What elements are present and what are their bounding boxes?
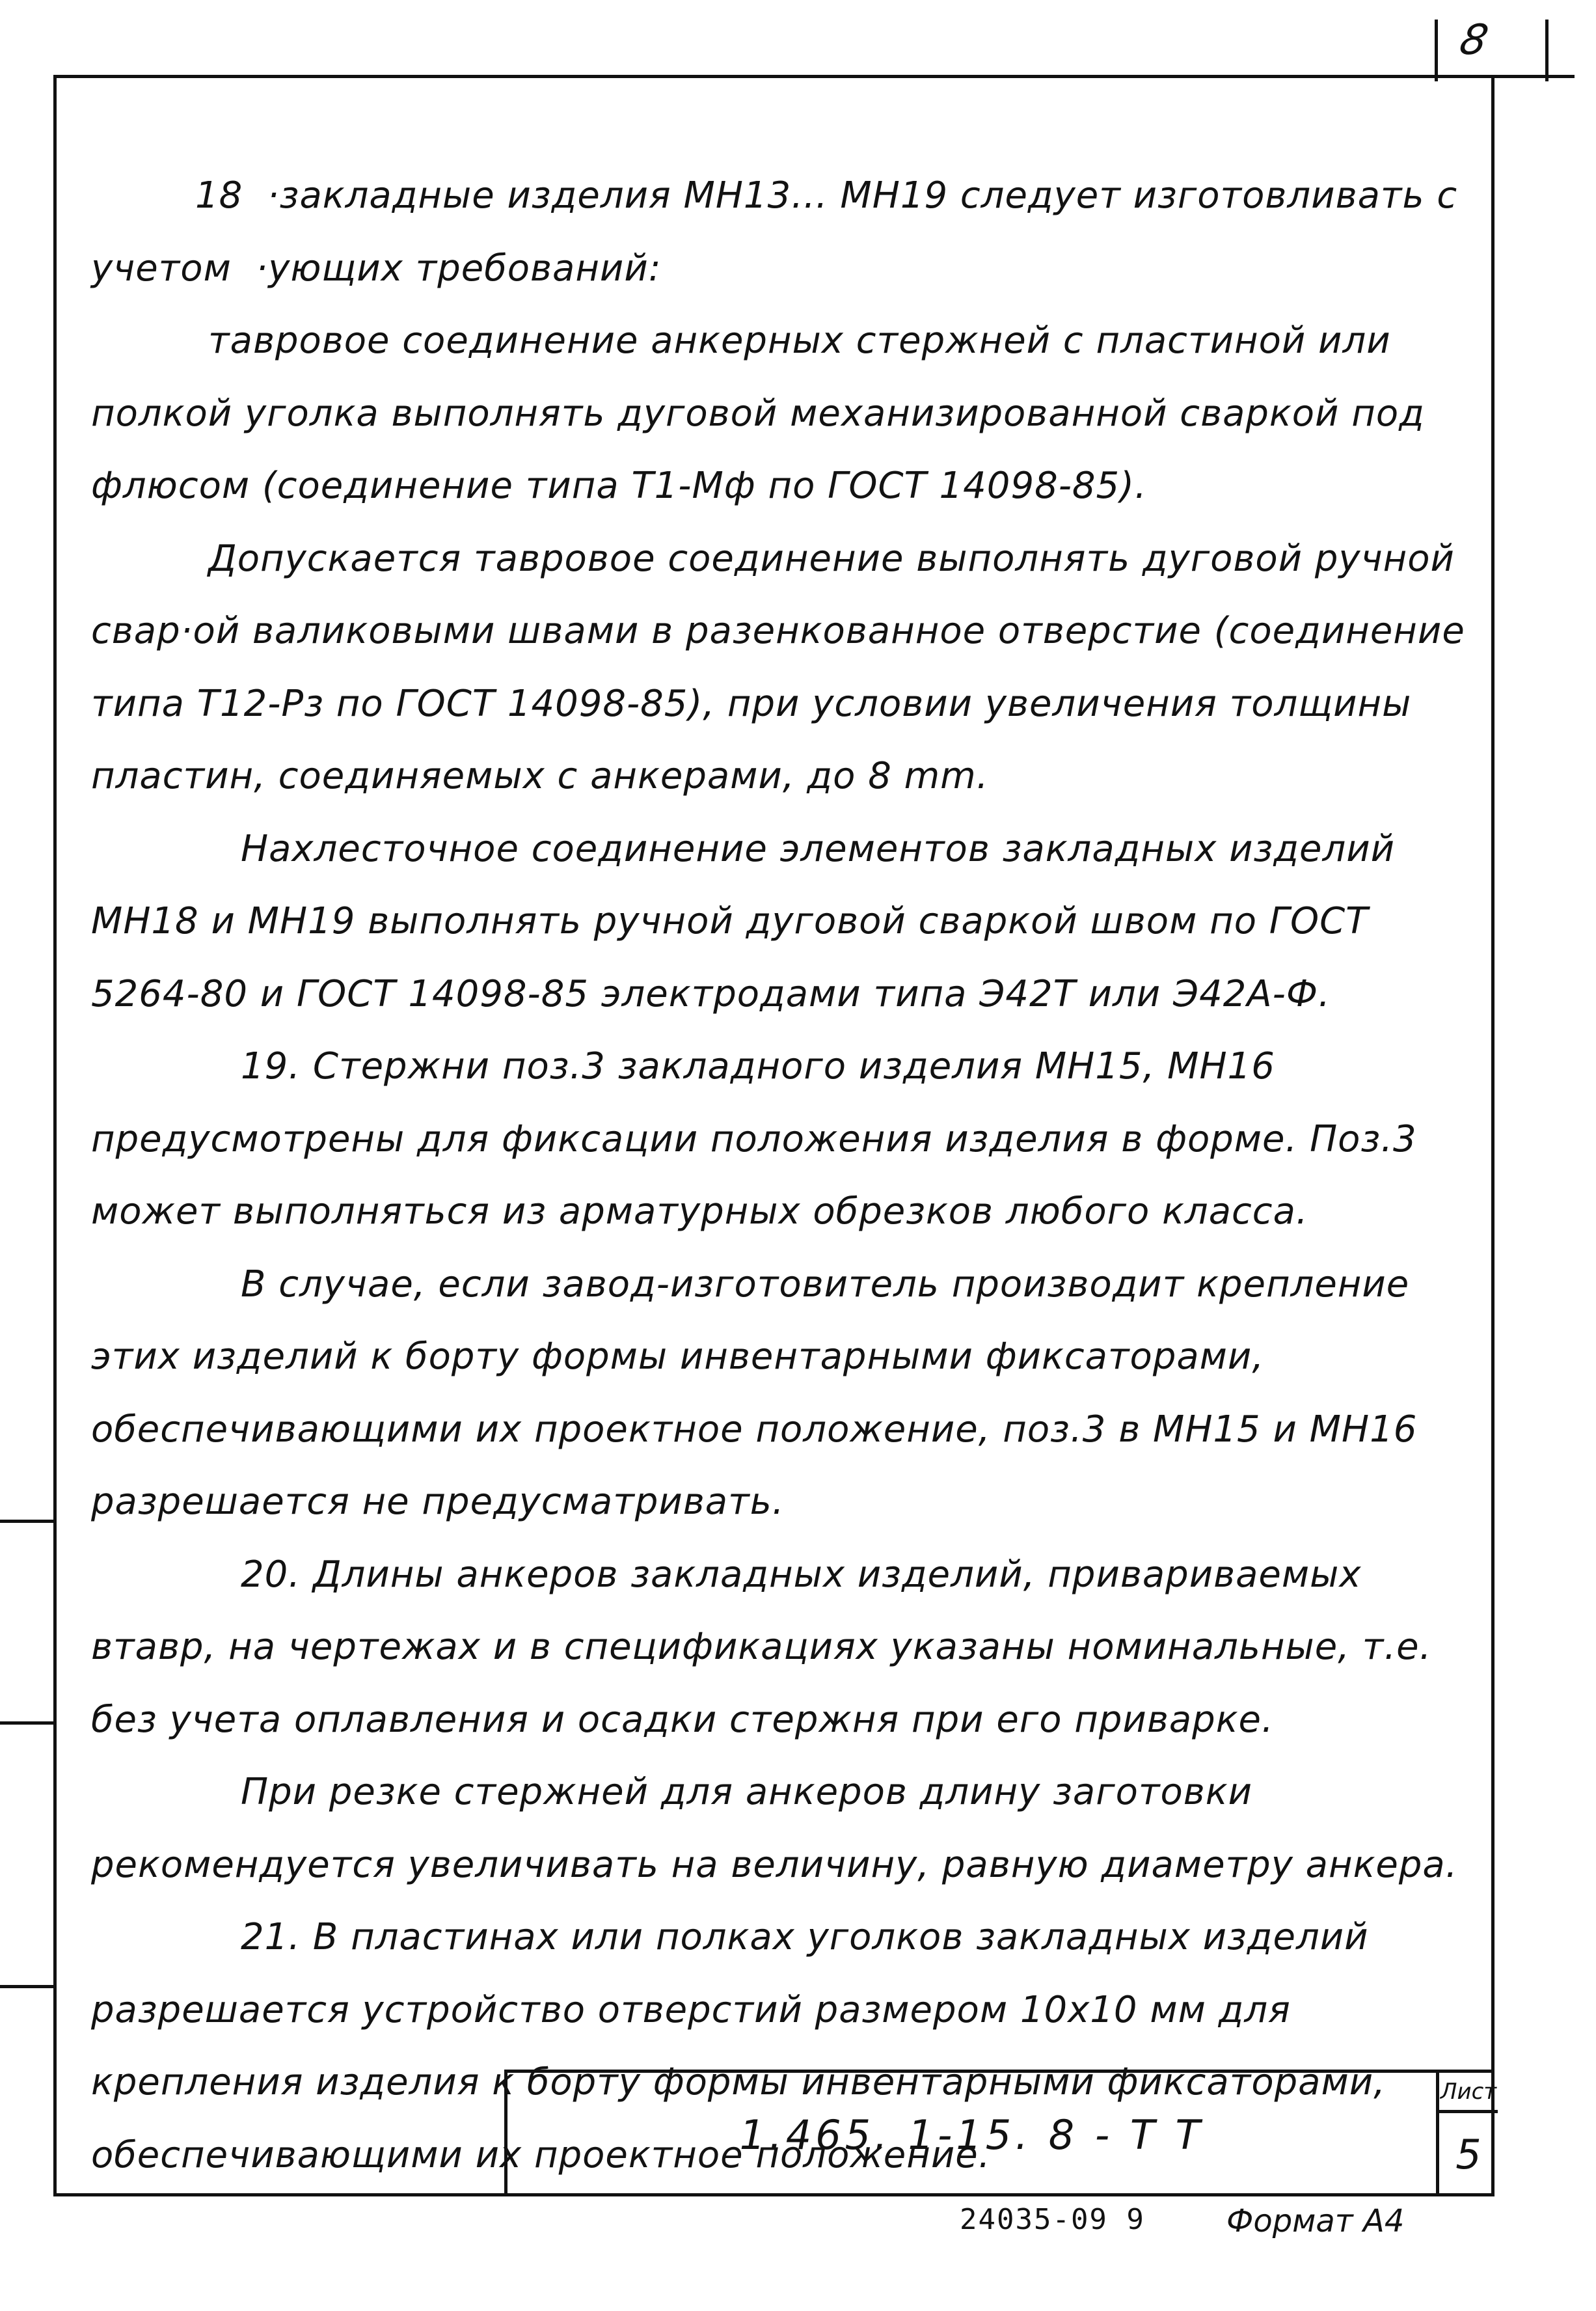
sheet-number: 5: [1455, 2131, 1481, 2178]
paragraph-manual-welding: Допускается тавровое соединение выполнять дуговой ручной свар·ой валиковыми швами в разенкованное отверстие (соединение типа Т12-Рз по ГОСТ 14098-85), при условии увеличения толщины пластин, соединяемых с анкерами, до 8 mm.: [91, 537, 1478, 797]
paragraph-20: 20. Длины анкеров закладных изделий, привариваемых втавр, на чертежах и в спецификациях указаны номинальные, т.е. без учета оплавления и осадки стержня при его приварке.: [91, 1553, 1444, 1741]
paragraph-19: 19. Стержни поз.3 закладного изделия МН15, МН16 предусмотрены для фиксации положения изделия в форме. Поз.3 может выполняться из арматурных обрезков любого класса.: [91, 1045, 1429, 1233]
title-block: [504, 2070, 1495, 2196]
margin-tick: [0, 1985, 53, 1988]
paragraph-18: 18 ·закладные изделия МН13... МН19 следует изготовливать с учетом ·ующих требований:: [91, 174, 1470, 290]
paragraph-cutting: При резке стержней для анкеров длину заготовки рекомендуется увеличивать на величину, равную диаметру анкера.: [91, 1771, 1458, 1886]
top-page-number: 8: [1455, 16, 1493, 64]
page-format: Формат А4: [1226, 2203, 1405, 2239]
sheet-label: Лист: [1439, 2073, 1498, 2113]
top-mark-left-line: [1435, 20, 1438, 81]
paragraph-tee-joint: тавровое соединение анкерных стержней с пластиной или полкой уголка выполнять дуговой механизированной сваркой под флюсом (соединение типа Т1-Мф по ГОСТ 14098-85).: [91, 320, 1437, 507]
sheet-cell: [1436, 2073, 1498, 2196]
document-code: 1.465. 1-15. 8 - Т Т: [739, 2111, 1204, 2159]
margin-tick: [0, 1721, 53, 1725]
paragraph-lap-joint: Нахлесточное соединение элементов закладных изделий МН18 и МН19 выполнять ручной дуговой сваркой швом по ГОСТ 5264-80 и ГОСТ 14098-85 электродами типа Э42Т или Э42А-Ф.: [91, 827, 1407, 1015]
top-mark-right-line: [1545, 20, 1549, 81]
footer-stamp: 24035-09 9: [960, 2203, 1145, 2236]
margin-tick: [0, 1520, 53, 1523]
top-page-mark: [1435, 13, 1552, 75]
paragraph-21: 21. В пластинах или полках уголков закладных изделий разрешается устройство отверстий размером 10х10 мм для крепления изделия к борту формы инвентарными фиксаторами, обеспечивающими их проектное положение.: [91, 1916, 1398, 2176]
paragraph-fixators: В случае, если завод-изготовитель производит крепление этих изделий к борту формы инвентарными фиксаторами, обеспечивающими их проектное положение, поз.3 в МН15 и МН16 разрешается не предусматривать.: [91, 1263, 1430, 1523]
